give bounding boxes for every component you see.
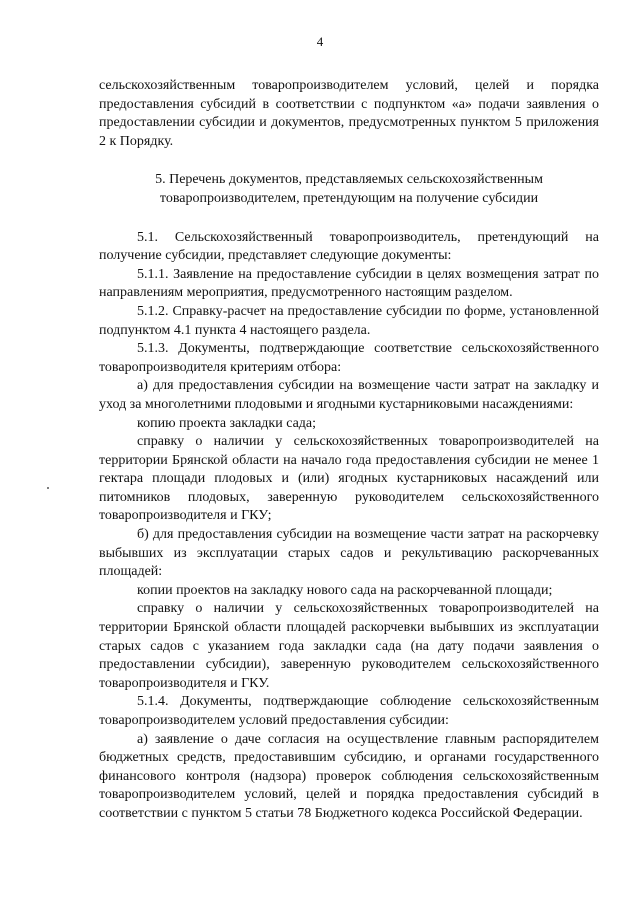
paragraph-5-1-3-a: а) для предоставления субсидии на возмещение части затрат на закладку и уход за многолетними плодовыми и ягодными кустарниковыми насаждениями: [99,378,599,412]
section-heading-line-1: 5. Перечень документов, представляемых сельскохозяйственным [155,172,543,188]
document-body [99,77,599,824]
page-number: 4 [316,34,324,49]
paragraph-5-1-1: 5.1.1. Заявление на предоставление субсидии в целях возмещения затрат по направлениям мероприятия, предусмотренного настоящим разделом. [99,266,599,301]
list-item-area-certificate: справку о наличии у сельскохозяйственных товаропроизводителей на территории Брянской области на начало года предоставления субсидии не менее 1 гектара площади плодовых и (или) ягодных кустарниковых насаждений или питомников плодовых, заверенную руководителем сельскохозяйственного товаропроизводителя и ГКУ; [99,434,599,524]
paragraph-5-1-3-b: б) для предоставления субсидии на возмещение части затрат на раскорчевку выбывших из эксплуатации старых садов и рекультивацию раскорчеванных площадей: [99,527,599,580]
paragraph-5-1-2: 5.1.2. Справку-расчет на предоставление субсидии по форме, установленной подпунктом 4.1 пункта 4 настоящего раздела. [99,303,599,338]
paragraph-5-1-4: 5.1.4. Документы, подтверждающие соблюдение сельскохозяйственным товаропроизводителем условий предоставления субсидии: [99,694,599,728]
section-heading [99,171,599,208]
paragraph-5-1: 5.1. Сельскохозяйственный товаропроизводитель, претендующий на получение субсидии, представляет следующие документы: [99,229,599,264]
section-heading-line-2: товаропроизводителем, претендующим на получение субсидии [159,190,539,206]
list-item-garden-project-copy: копию проекта закладки сада; [137,415,317,431]
list-item-uprooting-certificate: справку о наличии у сельскохозяйственных товаропроизводителей на территории Брянской области площадей раскорчевки выбывших из эксплуатации старых садов с указанием года закладки сада (на дату подачи заявления о предоставлении субсидии), заверенную руководителем сельскохозяйственного товаропроизводителя и ГКУ. [99,601,599,691]
list-item-new-garden-projects: копии проектов на закладку нового сада на раскорчеванной площади; [137,582,553,598]
paragraph-5-1-3: 5.1.3. Документы, подтверждающие соответствие сельскохозяйственного товаропроизводителя критериям отбора: [99,341,599,375]
intro-paragraph: сельскохозяйственным товаропроизводителем условий, целей и порядка предоставления субсидий в соответствии с подпунктом «а» подачи заявления о предоставлении субсидии и документов, предусмотренных пунктом 5 приложения 2 к Порядку. [99,78,599,149]
scan-artifact-dot [47,487,49,489]
paragraph-5-1-4-a: а) заявление о даче согласия на осуществление главным распорядителем бюджетных средств, предоставившим субсидию, и органами государственного финансового контроля (надзора) проверок соблюдения сельскохозяйственным товаропроизводителем условий, целей и порядка предоставления субсидий в соответствии с пунктом 5 статьи 78 Бюджетного кодекса Российской Федерации. [99,731,599,821]
